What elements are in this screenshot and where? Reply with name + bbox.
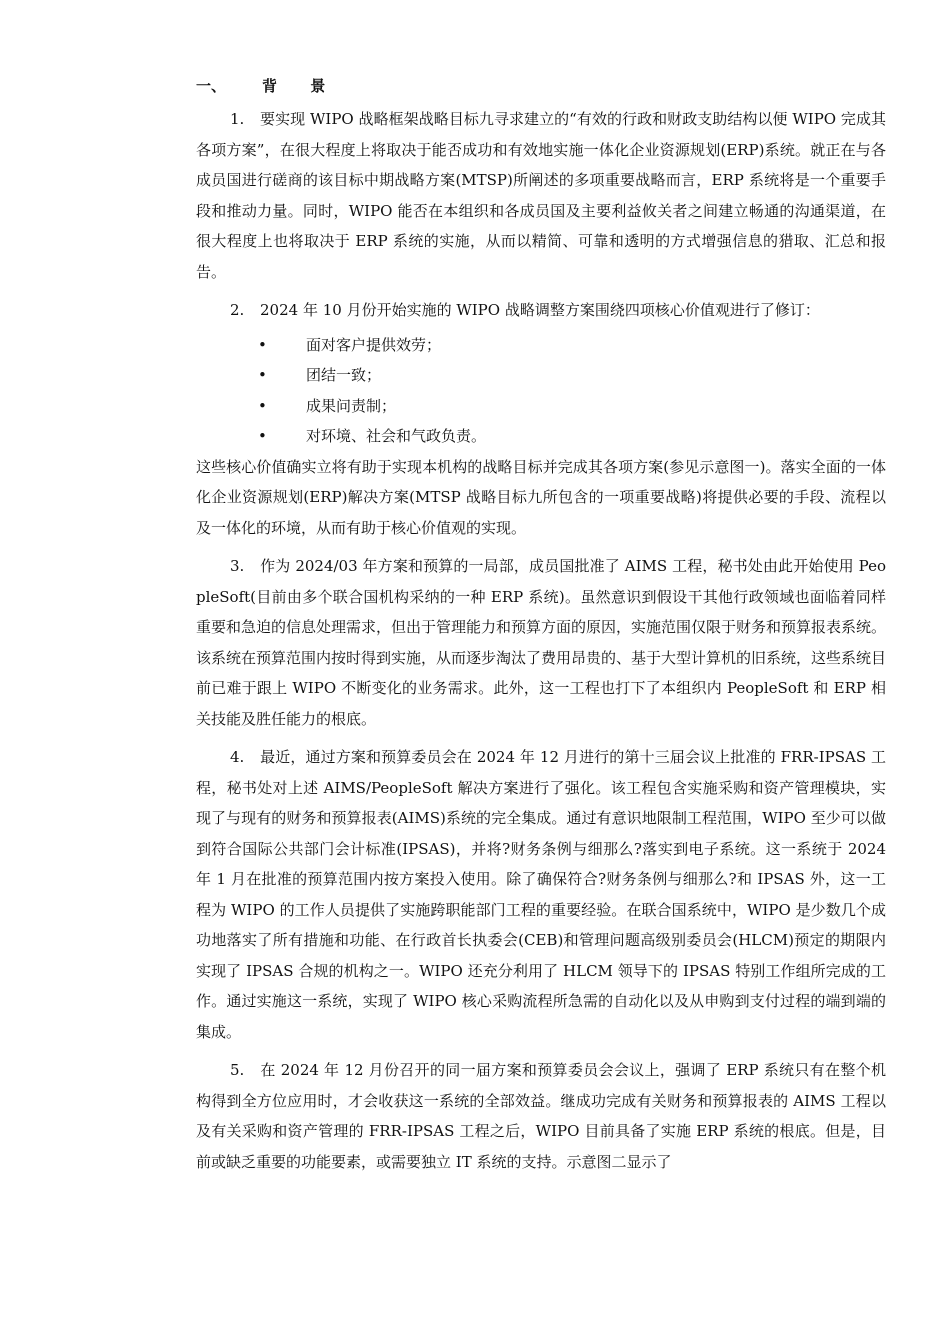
paragraph-number: 3. (230, 557, 245, 575)
paragraph-2 (196, 295, 886, 326)
bullet-icon: • (258, 366, 267, 384)
list-item-text: 面对客户提供效劳； (306, 335, 442, 354)
paragraph-number: 1. (230, 110, 245, 128)
paragraph-text: 在 2024 年 12 月份召开的同一届方案和预算委员会会议上，强调了 ERP 系统只有在整个机构得到全方位应用时，才会收获这一系统的全部效益。继成功完成有关财务和预算报表的 AIMS 工程以及有关采购和资产管理的 FRR-IPSAS 工程之后，WIPO 目前具备了实施 ERP 系统的根底。但是，目前或缺乏重要的功能要素，或需要独立 IT 系统的支持。示意图二显示了 (196, 1061, 886, 1171)
paragraph-5 (196, 1055, 886, 1177)
paragraph-text: 要实现 WIPO 战略框架战略目标九寻求建立的“有效的行政和财政支助结构以便 WIPO 完成其各项方案”，在很大程度上将取决于能否成功和有效地实施一体化企业资源规划(ERP)系统。就正在与各成员国进行磋商的该目标中期战略方案(MTSP)所阐述的多项重要战略而言，ERP 系统将是一个重要手段和推动力量。同时，WIPO 能否在本组织和各成员国及主要利益攸关者之间建立畅通的沟通渠道，在很大程度上也将取决于 ERP 系统的实施，从而以精简、可靠和透明的方式增强信息的猎取、汇总和报告。 (196, 110, 886, 281)
core-values-list (196, 330, 886, 452)
paragraph-1 (196, 104, 886, 287)
bullet-icon: • (258, 335, 267, 354)
section-number: 一、 (196, 77, 227, 95)
paragraph-number: 5. (230, 1061, 245, 1079)
list-item (196, 391, 886, 422)
paragraph-text: 这些核心价值确实立将有助于实现本机构的战略目标并完成其各项方案(参见示意图一)。落实全面的一体化企业资源规划(ERP)解决方案(MTSP 战略目标九所包含的一项重要战略)将提供必要的手段、流程以及一体化的环境，从而有助于核心价值观的实现。 (196, 457, 886, 537)
list-item (196, 330, 886, 361)
list-item-text: 团结一致； (306, 366, 382, 384)
section-heading (196, 72, 886, 100)
paragraph-number: 4. (230, 748, 245, 766)
list-item-text: 对环境、社会和气政负责。 (306, 427, 487, 445)
section-title: 背 景 (262, 77, 340, 95)
paragraph-text: 最近，通过方案和预算委员会在 2024 年 12 月进行的第十三届会议上批准的 FRR-IPSAS 工程，秘书处对上述 AIMS/PeopleSoft 解决方案进行了强化。该工程包含实施采购和资产管理模块，实现了与现有的财务和预算报表(AIMS)系统的完全集成。通过有意识地限制工程范围，WIPO 至少可以做到符合国际公共部门会计标准(IPSAS)，并将?财务条例与细那么?落实到电子系统。这一系统于 2024 年 1 月在批准的预算范围内按方案投入使用。除了确保符合?财务条例与细那么?和 IPSAS 外，这一工程为 WIPO 的工作人员提供了实施跨职能部门工程的重要经验。在联合国系统中，WIPO 是少数几个成功地落实了所有措施和功能、在行政首长执委会(CEB)和管理问题高级别委员会(HLCM)预定的期限内实现了 IPSAS 合规的机构之一。WIPO 还充分利用了 HLCM 领导下的 IPSAS 特别工作组所完成的工作。通过实施这一系统，实现了 WIPO 核心采购流程所急需的自动化以及从申购到支付过程的端到端的集成。 (196, 748, 886, 1041)
list-item-text: 成果问责制； (306, 396, 397, 415)
list-item (196, 421, 886, 452)
paragraph-text: 作为 2024/03 年方案和预算的一局部，成员国批准了 AIMS 工程，秘书处由此开始使用 PeopleSoft(目前由多个联合国机构采纳的一种 ERP 系统)。虽然意识到假设干其他行政领域也面临着同样重要和急迫的信息处理需求，但出于管理能力和预算方面的原因，实施范围仅限于财务和预算报表系统。该系统在预算范围内按时得到实施，从而逐步淘汰了费用昂贵的、基于大型计算机的旧系统，这些系统目前已难于跟上 WIPO 不断变化的业务需求。此外，这一工程也打下了本组织内 PeopleSoft 和 ERP 相关技能及胜任能力的根底。 (196, 557, 887, 728)
bullet-icon: • (258, 427, 267, 445)
paragraph-number: 2. (230, 301, 245, 319)
paragraph-2-continuation (196, 452, 886, 544)
document-body (196, 72, 886, 1185)
list-item (196, 360, 886, 391)
paragraph-3 (196, 551, 886, 734)
bullet-icon: • (258, 396, 267, 415)
paragraph-text: 2024 年 10 月份开始实施的 WIPO 战略调整方案围绕四项核心价值观进行了修订： (260, 301, 820, 319)
paragraph-4 (196, 742, 886, 1047)
